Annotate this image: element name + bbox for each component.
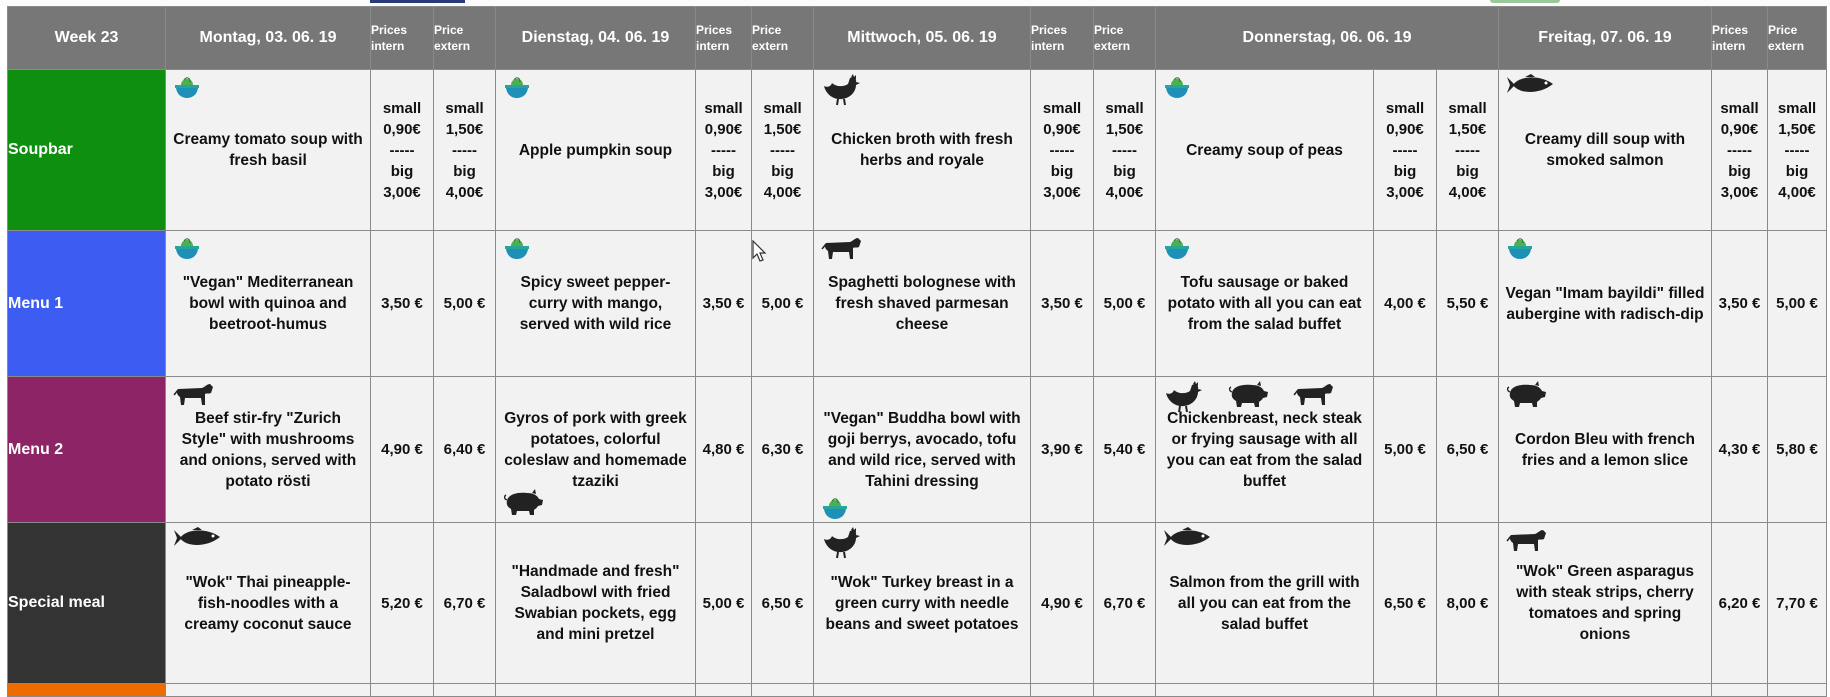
day-header-monday: Montag, 03. 06. 19 [166,7,371,70]
price-intern: 3,50 € [1712,231,1768,377]
soup-price-line: big [1728,162,1751,180]
dish-name: "Vegan" Mediterranean bowl with quinoa and beetroot-humus [182,274,354,333]
price-intern: 4,30 € [1712,377,1768,523]
soup-price-line: big [771,162,794,180]
dish-name: Vegan "Imam bayildi" filled aubergine with radisch-dip [1505,284,1705,323]
dish-name: Apple pumpkin soup [518,141,673,159]
cow-icon [820,235,862,269]
price-extern: 6,70 € [434,523,496,684]
pig-icon [1227,381,1269,415]
soup-price-extern [434,70,496,231]
vegan-bowl-icon [1162,235,1192,267]
dish-name: "Wok" Green asparagus with steak strips, cherry tomatoes and spring onions [1515,563,1695,643]
soup-price-line: big [1113,162,1136,180]
empty-cell [752,684,814,697]
price-extern: 5,50 € [1437,231,1499,377]
soup-price-line: big [390,162,414,180]
dish-name: "Handmade and fresh" Saladbowl with fried Swabian pockets, egg and mini pretzel [511,563,680,643]
dish-name: Chicken broth with fresh herbs and royale [831,131,1013,169]
price-extern: 5,00 € [752,231,814,377]
soup-price-line: small [1385,99,1425,117]
soup-price-line: big [712,162,735,180]
soup-price-line: 1,50€ [445,120,484,138]
price-extern-header: Price extern [1094,7,1156,70]
week-label: Week 23 [8,7,166,70]
soup-price-intern [371,70,434,231]
day-header-tuesday: Dienstag, 04. 06. 19 [496,7,696,70]
soup-price-line: big [1050,162,1074,180]
dish-name: Tofu sausage or baked potato with all you can eat from the salad buffet [1167,274,1362,333]
day-header-friday: Freitag, 07. 06. 19 [1499,7,1712,70]
soup-price-line: small [1448,99,1487,117]
soup-price-line: 1,50€ [763,120,802,138]
dish-name: Spicy sweet pepper-curry with mango, served with wild rice [519,274,672,333]
soup-price-line: 0,90€ [704,120,743,138]
vegan-bowl-icon [1162,74,1192,106]
menu-row [8,377,1827,523]
soup-price-line: ----- [1392,141,1418,159]
soup-price-line: 4,00€ [1778,183,1816,201]
dish-name: Cordon Bleu with french fries and a lemon slice [1515,430,1695,469]
soup-price-extern [1768,70,1827,231]
logo-fragment [370,0,465,3]
fish-icon [172,527,222,555]
cow-icon [1505,527,1547,561]
pig-icon [1505,381,1547,415]
soup-price-line: small [382,99,422,117]
soup-price-line: 1,50€ [1778,120,1816,138]
price-intern: 6,20 € [1712,523,1768,684]
soup-price-line: ----- [1112,141,1137,159]
menu-row [8,70,1827,231]
dish-cell [1499,523,1712,684]
soup-price-extern [752,70,814,231]
price-extern: 5,80 € [1768,377,1827,523]
dish-name: Salmon from the grill with all you can eat from the salad buffet [1169,573,1360,633]
cow-icon [1292,381,1334,415]
price-intern: 4,90 € [371,377,434,523]
price-extern-header: Price extern [1768,7,1827,70]
dish-cell [1499,70,1712,231]
chicken-icon [820,527,864,565]
price-intern-header: Prices intern [1712,7,1768,70]
chicken-icon [820,74,864,112]
dish-cell [1499,231,1712,377]
soup-price-intern [696,70,752,231]
empty-cell [1437,684,1499,697]
soup-price-line: 1,50€ [1105,120,1144,138]
dish-cell [814,70,1031,231]
empty-cell [814,684,1031,697]
dish-cell [496,377,696,523]
soup-price-line: 0,90€ [383,120,421,138]
row-label [8,684,166,697]
dish-cell [1156,231,1374,377]
price-extern: 6,40 € [434,377,496,523]
weekly-menu-table [7,6,1827,697]
header-row [8,7,1827,70]
soup-price-extern [1094,70,1156,231]
day-header-thursday: Donnerstag, 06. 06. 19 [1156,7,1499,70]
soup-price-line: small [1720,99,1759,117]
soup-price-line: 4,00€ [763,183,802,201]
price-extern: 6,50 € [1437,377,1499,523]
fish-icon [1162,527,1212,555]
dish-name: Gyros of pork with greek potatoes, colorful coleslaw and homemade tzaziki [504,409,687,490]
dish-cell [814,231,1031,377]
soup-price-line: 3,00€ [1386,183,1424,201]
soup-price-line: 4,00€ [445,183,484,201]
dish-name: Beef stir-fry "Zurich Style" with mushrooms and onions, served with potato rösti [179,409,357,490]
pig-icon [502,489,544,523]
row-label: Soupbar [8,70,166,231]
vegan-bowl-icon [502,74,532,106]
menu-row [8,523,1827,684]
dish-cell [1156,523,1374,684]
dish-name: "Wok" Turkey breast in a green curry with needle beans and sweet potatoes [825,573,1019,633]
dish-name: Creamy tomato soup with fresh basil [173,131,363,169]
dish-cell [166,70,371,231]
dish-name: Chickenbreast, neck steak or frying sausage with all you can eat from the salad buffet [1166,409,1363,490]
empty-cell [1499,684,1712,697]
empty-cell [371,684,434,697]
price-intern: 4,00 € [1374,231,1437,377]
price-extern: 6,70 € [1094,523,1156,684]
empty-cell [166,684,371,697]
dish-cell [814,377,1031,523]
dish-cell [496,231,696,377]
vegan-bowl-icon [1505,235,1535,267]
price-extern: 6,30 € [752,377,814,523]
soup-price-line: ----- [389,141,415,159]
dish-name: Creamy soup of peas [1186,141,1343,159]
soup-price-line: ----- [1784,141,1810,159]
soup-price-line: ----- [1049,141,1075,159]
row-label: Menu 2 [8,377,166,523]
soup-price-line: 0,90€ [1720,120,1759,138]
empty-cell [1374,684,1437,697]
next-row-partial [8,684,1827,697]
empty-cell [1768,684,1827,697]
soup-price-line: small [763,99,802,117]
empty-cell [1712,684,1768,697]
soup-price-line: 4,00€ [1105,183,1144,201]
vegan-bowl-icon [172,235,202,267]
soup-price-line: big [1785,162,1809,180]
price-extern: 5,00 € [434,231,496,377]
price-intern-header: Prices intern [696,7,752,70]
soup-price-line: small [1042,99,1082,117]
empty-cell [496,684,696,697]
soup-price-line: 4,00€ [1448,183,1487,201]
dish-cell [1156,377,1374,523]
soup-price-line: big [453,162,476,180]
price-intern: 3,50 € [1031,231,1094,377]
price-intern-header: Prices intern [1031,7,1094,70]
soup-price-intern [1712,70,1768,231]
soup-price-line: ----- [452,141,477,159]
soup-price-line: 3,00€ [704,183,743,201]
soup-price-line: small [1105,99,1144,117]
day-header-wednesday: Mittwoch, 05. 06. 19 [814,7,1031,70]
price-intern: 5,00 € [1374,377,1437,523]
price-extern: 5,00 € [1768,231,1827,377]
dish-cell [166,523,371,684]
empty-cell [1031,684,1094,697]
soup-price-extern [1437,70,1499,231]
row-label: Menu 1 [8,231,166,377]
soup-price-line: 3,00€ [1043,183,1081,201]
soup-price-line: 1,50€ [1448,120,1487,138]
price-extern: 7,70 € [1768,523,1827,684]
soup-price-line: 0,90€ [1386,120,1424,138]
price-intern: 3,50 € [696,231,752,377]
dish-cell [1156,70,1374,231]
price-extern-header: Price extern [434,7,496,70]
price-intern: 5,00 € [696,523,752,684]
cow-icon [172,381,214,415]
dish-name: "Vegan" Buddha bowl with goji berrys, avocado, tofu and wild rice, served with Tahini dressing [823,409,1021,490]
soup-price-line: big [1393,162,1417,180]
price-extern-header: Price extern [752,7,814,70]
fish-icon [1505,74,1555,102]
price-extern: 6,50 € [752,523,814,684]
soup-price-line: small [1777,99,1817,117]
price-intern-header: Prices intern [371,7,434,70]
price-extern: 8,00 € [1437,523,1499,684]
dish-cell [496,523,696,684]
chicken-icon [1162,381,1206,419]
soup-price-line: ----- [1455,141,1480,159]
logo-fragment-green [1490,0,1560,3]
soup-price-intern [1031,70,1094,231]
dish-cell [496,70,696,231]
soup-price-line: small [704,99,743,117]
dish-cell [166,377,371,523]
soup-price-line: 3,00€ [383,183,421,201]
price-intern: 5,20 € [371,523,434,684]
soup-price-intern [1374,70,1437,231]
price-intern: 4,80 € [696,377,752,523]
soup-price-line: 0,90€ [1043,120,1081,138]
empty-cell [696,684,752,697]
dish-cell [166,231,371,377]
soup-price-line: ----- [770,141,795,159]
price-intern: 6,50 € [1374,523,1437,684]
empty-cell [1156,684,1374,697]
dish-name: Spaghetti bolognese with fresh shaved parmesan cheese [828,274,1016,333]
menu-row [8,231,1827,377]
price-extern: 5,40 € [1094,377,1156,523]
dish-name: "Wok" Thai pineapple-fish-noodles with a creamy coconut sauce [184,573,352,633]
price-intern: 4,90 € [1031,523,1094,684]
dish-name: Creamy dill soup with smoked salmon [1524,131,1686,169]
vegan-bowl-icon [502,235,532,267]
empty-cell [1094,684,1156,697]
soup-price-line: big [1456,162,1479,180]
mouse-cursor-icon [752,240,768,264]
empty-cell [434,684,496,697]
soup-price-line: 3,00€ [1720,183,1759,201]
soup-price-line: ----- [711,141,736,159]
price-intern: 3,90 € [1031,377,1094,523]
soup-price-line: small [445,99,484,117]
vegan-bowl-icon [172,74,202,106]
row-label: Special meal [8,523,166,684]
price-intern: 3,50 € [371,231,434,377]
dish-cell [1499,377,1712,523]
price-extern: 5,00 € [1094,231,1156,377]
soup-price-line: ----- [1727,141,1752,159]
dish-cell [814,523,1031,684]
